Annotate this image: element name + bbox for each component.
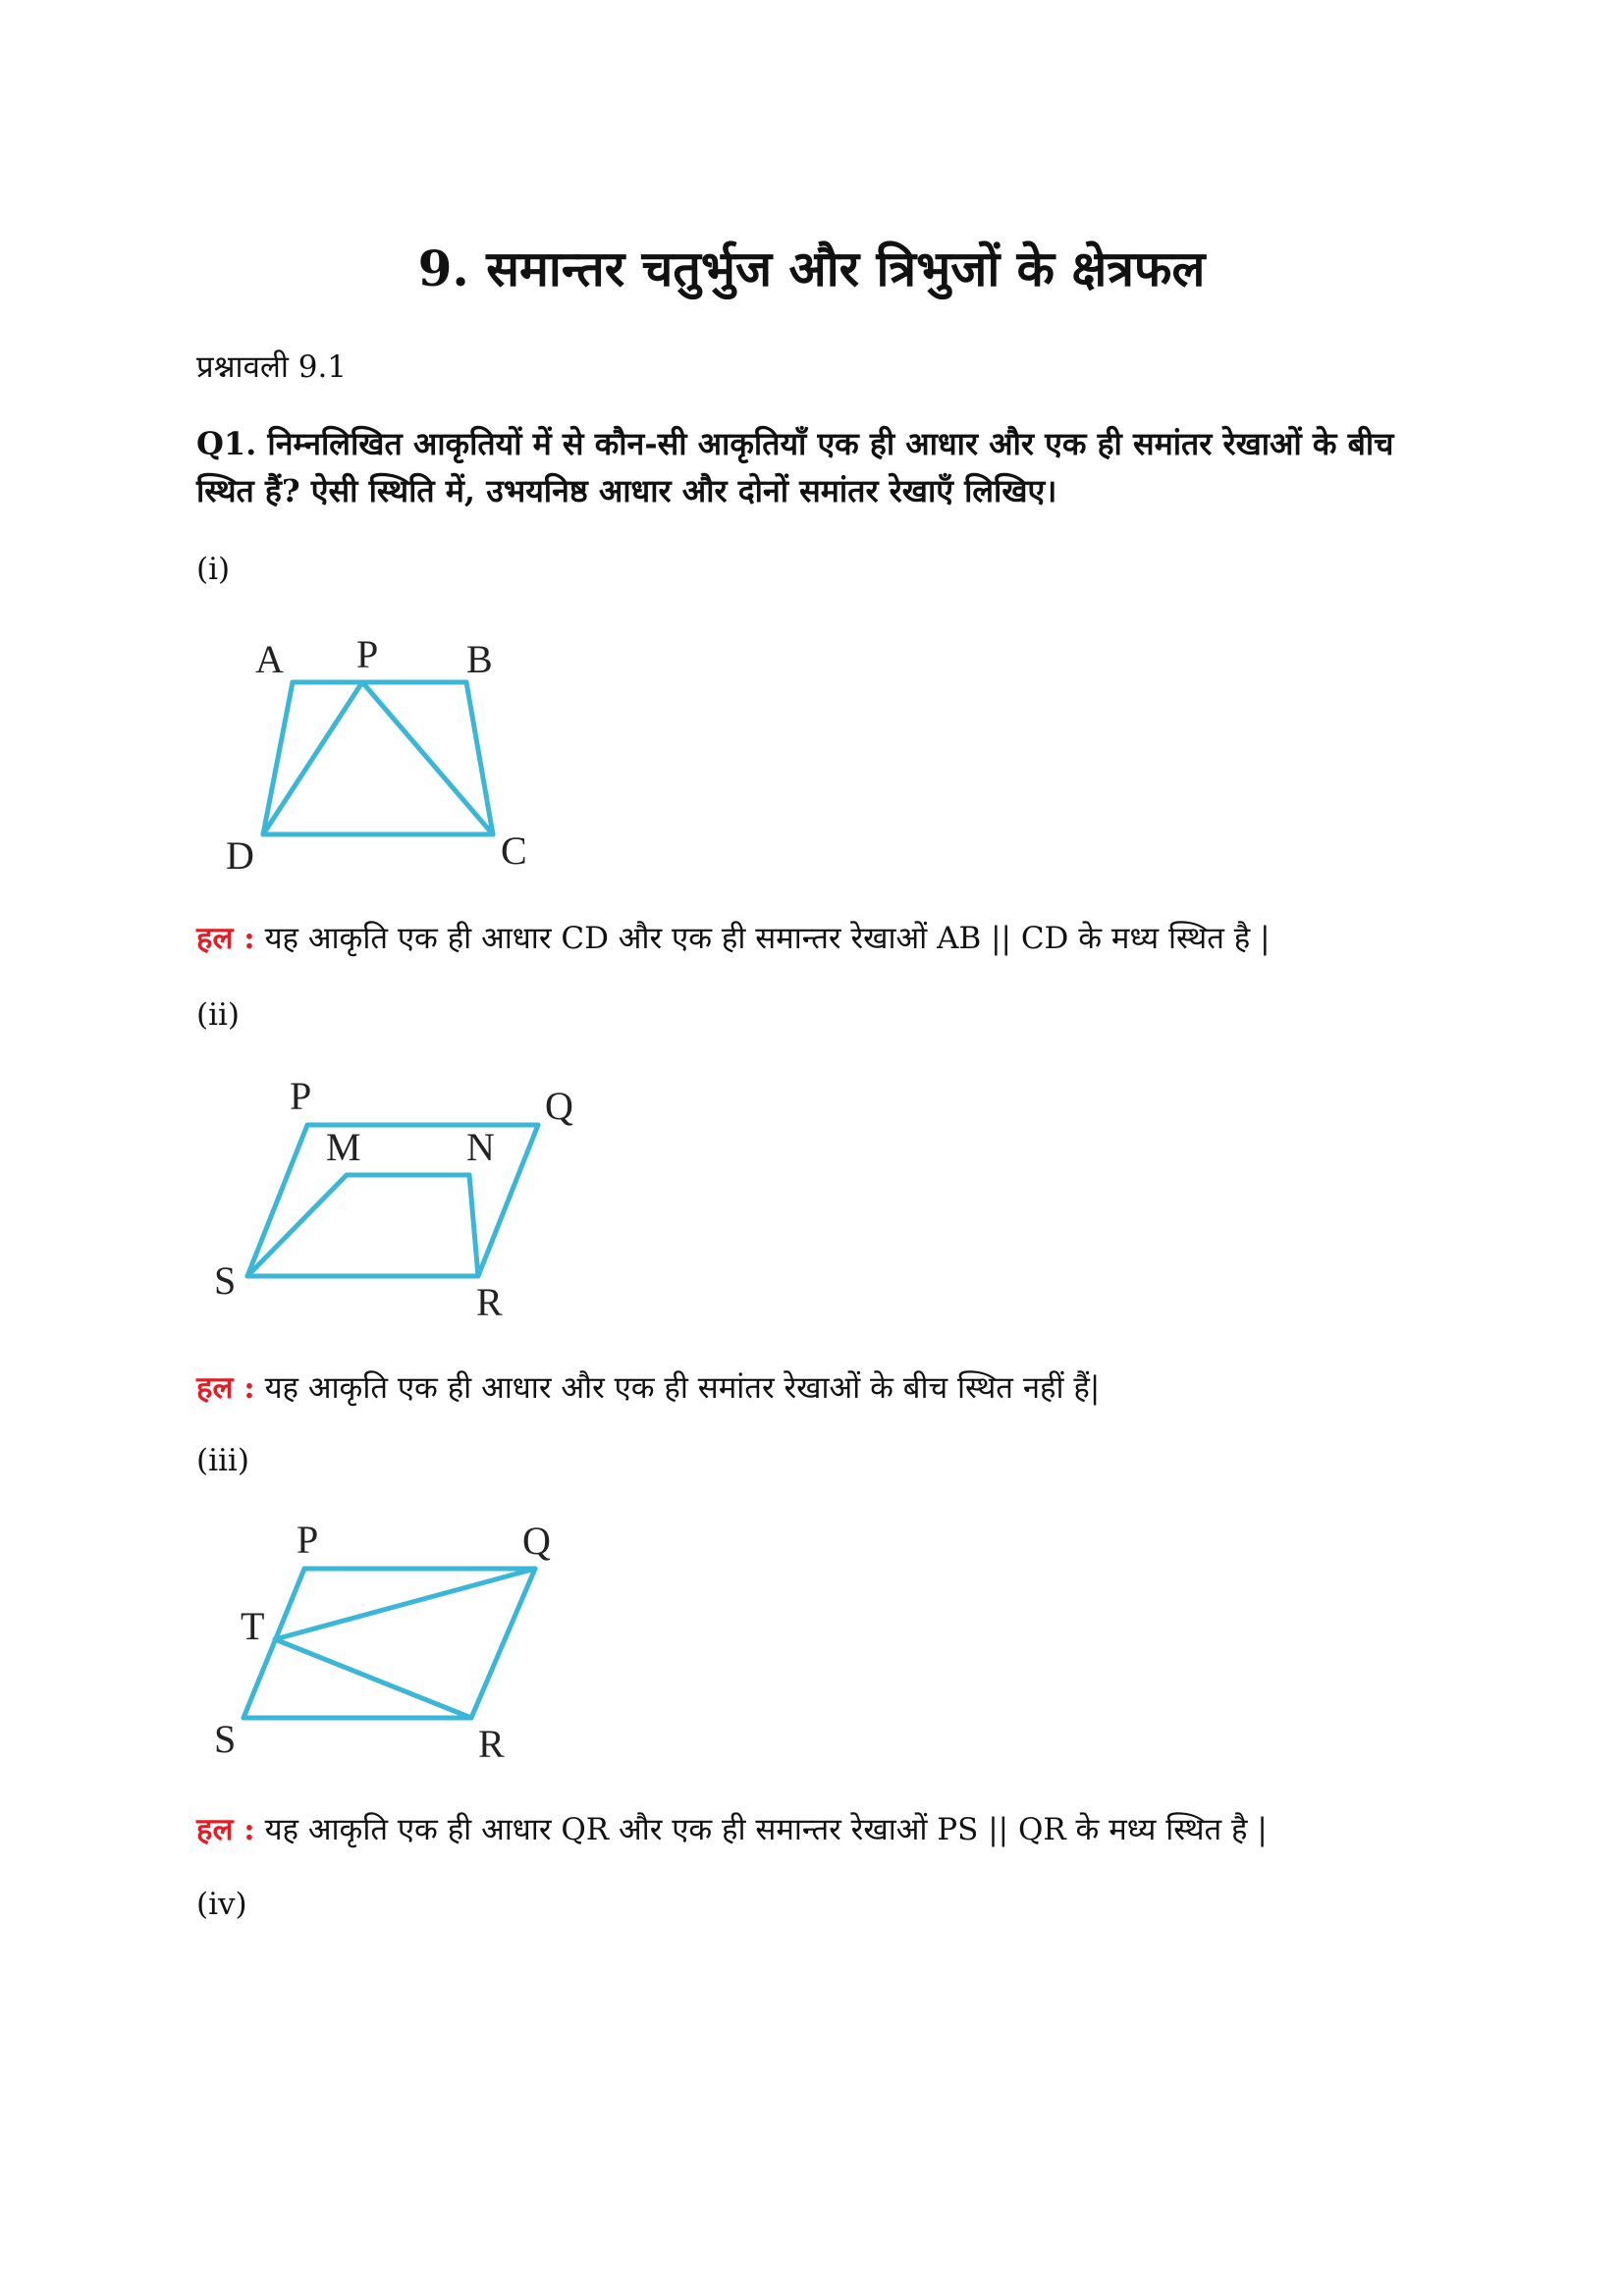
exercise-heading: प्रश्नावली 9.1 — [196, 349, 348, 385]
line-tq — [275, 1569, 535, 1639]
line-ps — [247, 1125, 307, 1276]
vertex-p-label: P — [356, 632, 379, 676]
solution-ii — [196, 1366, 1100, 1408]
vertex-r-label: R — [478, 1722, 505, 1766]
part-label-ii: (ii) — [196, 997, 241, 1033]
figure-ii — [206, 1070, 599, 1325]
solution-text: यह आकृति एक ही आधार CD और एक ही समान्तर रेखाओं AB || CD के मध्य स्थित है | — [264, 921, 1271, 956]
solution-text: यह आकृति एक ही आधार और एक ही समांतर रेखाओं के बीच स्थित नहीं हैं| — [264, 1370, 1101, 1406]
vertex-a-label: A — [255, 637, 284, 681]
vertex-m-label: M — [326, 1125, 361, 1169]
vertex-b-label: B — [466, 637, 493, 681]
figure-ii-diagram — [206, 1070, 599, 1325]
line-nr — [469, 1175, 478, 1276]
part-label-i: (i) — [196, 552, 231, 587]
vertex-q-label: Q — [545, 1084, 573, 1128]
vertex-q-label: Q — [522, 1519, 551, 1563]
line-qr — [471, 1569, 535, 1718]
part-label-iii: (iii) — [196, 1443, 249, 1478]
figure-i — [216, 628, 550, 883]
vertex-c-label: C — [501, 828, 527, 873]
vertex-s-label: S — [214, 1258, 237, 1303]
figure-i-diagram — [216, 628, 550, 883]
figure-iii — [206, 1512, 599, 1767]
vertex-d-label: D — [226, 833, 254, 878]
solution-label: हल : — [196, 1812, 255, 1847]
vertex-s-label: S — [214, 1717, 237, 1761]
figure-iii-diagram — [206, 1512, 599, 1767]
question-text: Q1. निम्नलिखित आकृतियों में से कौन-सी आकृतियाँ एक ही आधार और एक ही समांतर रेखाओं के बीच स्थित हैं? ऐसी स्थिति में, उभयनिष्ठ आधार और दोनों समांतर रेखाएँ लिखिए। — [196, 425, 1394, 509]
vertex-r-label: R — [476, 1280, 503, 1324]
vertex-p-label: P — [297, 1518, 319, 1562]
vertex-p-label: P — [290, 1074, 312, 1118]
vertex-n-label: N — [466, 1125, 495, 1169]
page-title: 9. समान्तर चतुर्भुज और त्रिभुजों के क्षेत्रफल — [417, 240, 1206, 297]
vertex-t-label: T — [241, 1604, 265, 1648]
line-ms — [247, 1175, 347, 1276]
solution-i — [196, 917, 1271, 958]
solution-label: हल : — [196, 1370, 255, 1406]
solution-text: यह आकृति एक ही आधार QR और एक ही समान्तर रेखाओं PS || QR के मध्य स्थित है | — [264, 1812, 1268, 1847]
line-tr — [275, 1639, 471, 1718]
part-label-iv: (iv) — [196, 1887, 247, 1922]
line-pc — [362, 682, 493, 834]
solution-label: हल : — [196, 921, 255, 956]
solution-iii — [196, 1808, 1268, 1849]
